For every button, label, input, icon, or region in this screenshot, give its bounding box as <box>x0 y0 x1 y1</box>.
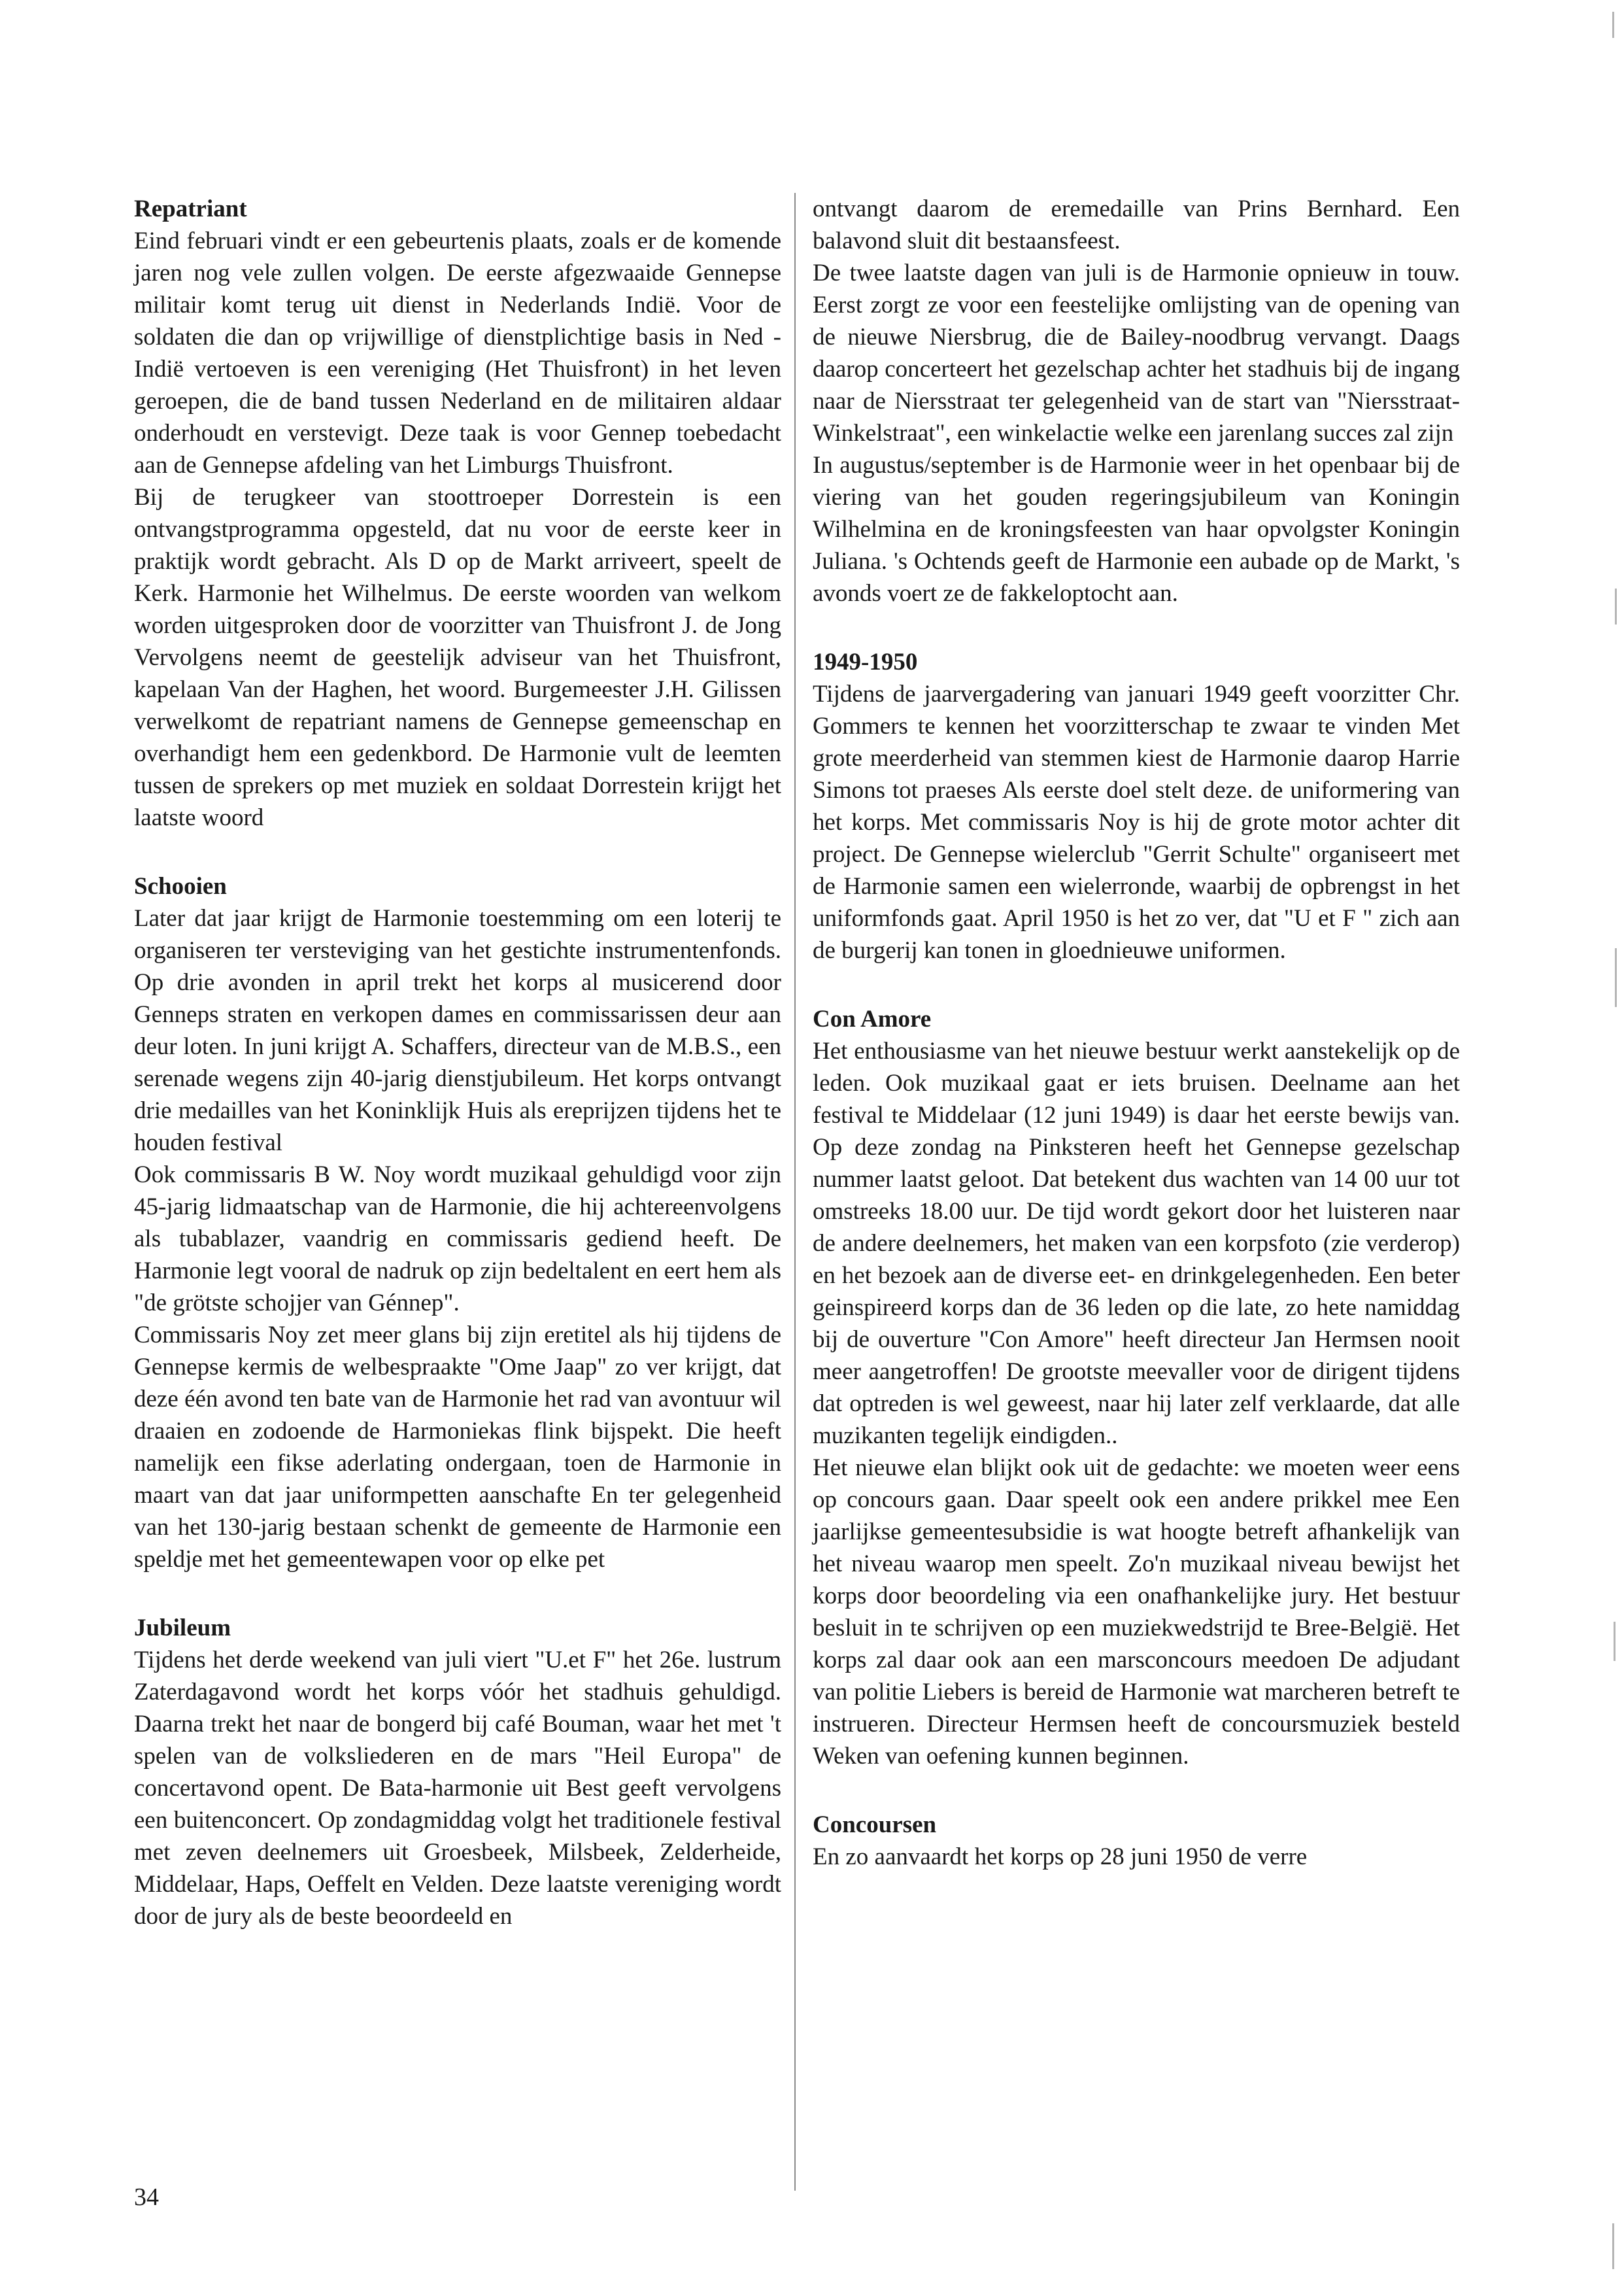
paragraph: Ook commissaris B W. Noy wordt muzikaal gehuldigd voor zijn 45-jarig lidmaatschap van de Harmonie, die hij achtereenvolgens als tubablazer, vaandrig en commissaris gediend heeft. De Harmonie legt vooral de nadruk op zijn bedeltalent en eert hem als "de grötste schojjer van Génnep". <box>134 1161 781 1316</box>
paragraph: Het enthousiasme van het nieuwe bestuur werkt aanstekelijk op de leden. Ook muzikaal gaat er iets bruisen. Deelname aan het festival te Middelaar (12 juni 1949) is daar het eerste bewijs van. Op deze zondag na Pinksteren heeft het Gennepse gezelschap nummer laatst geloot. Dat betekent dus wachten van 14 00 uur tot omstreeks 18.00 uur. De tijd wordt gekort door het luisteren naar de andere deelnemers, het maken van een korpsfoto (zie verderop) en het bezoek aan de diverse eet- en drinkgelegenheden. Een beter geinspireerd korps dan de 36 leden op die late, zo hete namiddag bij de ouverture "Con Amore" heeft directeur Jan Hermsen nooit meer aangetroffen! De grootste meevaller voor de dirigent tijdens dat optreden is wel geweest, naar hij later zelf verklaarde, dat alle muzikanten tegelijk eindigden.. <box>813 1038 1460 1449</box>
scan-margin-mark <box>1612 2223 1614 2269</box>
scan-margin-mark <box>1612 12 1614 38</box>
section-jubileum <box>134 1612 781 1932</box>
section-heading: Concoursen <box>813 1811 937 1838</box>
scan-margin-mark <box>1615 589 1617 624</box>
paragraph: ontvangt daarom de eremedaille van Prins Bernhard. Een balavond sluit dit bestaansfeest. <box>813 196 1460 254</box>
paragraph: Later dat jaar krijgt de Harmonie toestemming om een loterij te organiseren ter versteviging van het gestichte instrumentenfonds. Op drie avonden in april trekt het korps al musicerend door Genneps straten en verkopen dames en commissarissen deur aan deur loten. In juni krijgt A. Schaffers, directeur van de M.B.S., een serenade wegens zijn 40-jarig dienstjubileum. Het korps ontvangt drie medailles van het Koninklijk Huis als ereprijzen tijdens het te houden festival <box>134 905 781 1156</box>
section-heading: 1949-1950 <box>813 649 918 676</box>
section-heading: Schooien <box>134 873 227 900</box>
section-schooien <box>134 870 781 1575</box>
section-concoursen <box>813 1809 1460 1873</box>
paragraph: De twee laatste dagen van juli is de Harmonie opnieuw in touw. Eerst zorgt ze voor een feestelijke omlijsting van de opening van de nieuwe Niersbrug, die de Bailey-noodbrug vervangt. Daags daarop concerteert het gezelschap achter het stadhuis bij de ingang naar de Niersstraat ter gelegenheid van de start van "Niersstraat-Winkelstraat", een winkelactie welke een jarenlang succes zal zijn <box>813 260 1460 447</box>
paragraph: Het nieuwe elan blijkt ook uit de gedachte: we moeten weer eens op concours gaan. Daar speelt ook een andere prikkel mee Een jaarlijkse gemeentesubsidie is wat hoogte betreft afhankelijk van het niveau waarop men speelt. Zo'n muzikaal niveau bewijst het korps door beoordeling via een onafhankelijke jury. Het bestuur besluit in te schrijven op een muziekwedstrijd te Bree-België. Het korps zal daar ook aan een marsconcours meedoen De adjudant van politie Liebers is bereid de Harmonie wat marcheren betreft te instrueren. Directeur Hermsen heeft de concoursmuziek besteld Weken van oefening kunnen beginnen. <box>813 1454 1460 1770</box>
column-divider <box>794 193 796 2191</box>
scan-margin-mark <box>1614 1622 1616 1661</box>
right-column <box>813 193 1460 1909</box>
paragraph: Tijdens de jaarvergadering van januari 1949 geeft voorzitter Chr. Gommers te kennen het voorzitterschap te zwaar te vinden Met grote meerderheid van stemmen kiest de Harmonie daarop Harrie Simons tot praeses Als eerste doel stelt deze. de uniformering van het korps. Met commissaris Noy is hij de grote motor achter dit project. De Gennepse wielerclub "Gerrit Schulte" organiseert met de Harmonie samen een wielerronde, waarbij de opbrengst in het uniformfonds gaat. April 1950 is het zo ver, dat "U et F " zich aan de burgerij kan tonen in gloednieuwe uniformen. <box>813 681 1460 964</box>
paragraph: Commissaris Noy zet meer glans bij zijn eretitel als hij tijdens de Gennepse kermis de welbespraakte "Ome Jaap" zo ver krijgt, dat deze één avond ten bate van de Harmonie het rad van avontuur wil draaien en zodoende de Harmoniekas flink bijspekt. Die heeft namelijk een fikse aderlating ondergaan, toen de Harmonie in maart van dat jaar uniformpetten aanschafte En ter gelegenheid van het 130-jarig bestaan schenkt de gemeente de Harmonie een speldje met het gemeentewapen voor op elke pet <box>134 1322 781 1573</box>
section-1949-1950 <box>813 646 1460 966</box>
section-repatriant <box>134 193 781 834</box>
section-continued <box>813 193 1460 609</box>
section-heading: Jubileum <box>134 1615 231 1641</box>
section-heading: Con Amore <box>813 1006 932 1033</box>
paragraph: Eind februari vindt er een gebeurtenis plaats, zoals er de komende jaren nog vele zullen volgen. De eerste afgezwaaide Gennepse militair komt terug uit dienst in Nederlands Indië. Voor de soldaten die dan op vrijwillige of dienstplichtige basis in Ned - Indië vertoeven is een vereniging (Het Thuisfront) in het leven geroepen, die de band tussen Nederland en de militairen aldaar onderhoudt en verstevigt. Deze taak is voor Gennep toebedacht aan de Gennepse afdeling van het Limburgs Thuisfront. <box>134 228 781 479</box>
scan-margin-mark <box>1615 948 1617 1007</box>
section-heading: Repatriant <box>134 196 247 222</box>
paragraph: In augustus/september is de Harmonie weer in het openbaar bij de viering van het gouden regeringsjubileum van Koningin Wilhelmina en de kroningsfeesten van haar opvolgster Koningin Juliana. 's Ochtends geeft de Harmonie een aubade op de Markt, 's avonds voert ze de fakkeloptocht aan. <box>813 452 1460 607</box>
paragraph: Tijdens het derde weekend van juli viert "U.et F" het 26e. lustrum Zaterdagavond wordt het korps vóór het stadhuis gehuldigd. Daarna trekt het naar de bongerd bij café Bouman, waar het met 't spelen van de volksliederen en de mars "Heil Europa" de concertavond opent. De Bata-harmonie uit Best geeft vervolgens een buitenconcert. Op zondagmiddag volgt het traditionele festival met zeven deelnemers uit Groesbeek, Milsbeek, Zelderheide, Middelaar, Haps, Oeffelt en Velden. Deze laatste vereniging wordt door de jury als de beste beoordeeld en <box>134 1647 781 1930</box>
paragraph: Bij de terugkeer van stoottroeper Dorrestein is een ontvangstprogramma opgesteld, dat nu voor de eerste keer in praktijk wordt gebracht. Als D op de Markt arriveert, speelt de Kerk. Harmonie het Wilhelmus. De eerste woorden van welkom worden uitgesproken door de voorzitter van Thuisfront J. de Jong Vervolgens neemt de geestelijk adviseur van het Thuisfront, kapelaan Van der Haghen, het woord. Burgemeester J.H. Gilissen verwelkomt de repatriant namens de Gennepse gemeenschap en overhandigt hem een gedenkbord. De Harmonie vult de leemten tussen de sprekers op met muziek en soldaat Dorrestein krijgt het laatste woord <box>134 484 781 831</box>
section-con-amore <box>813 1003 1460 1772</box>
left-column <box>134 193 781 1969</box>
page-number: 34 <box>134 2183 159 2211</box>
paragraph: En zo aanvaardt het korps op 28 juni 1950 de verre <box>813 1843 1308 1870</box>
